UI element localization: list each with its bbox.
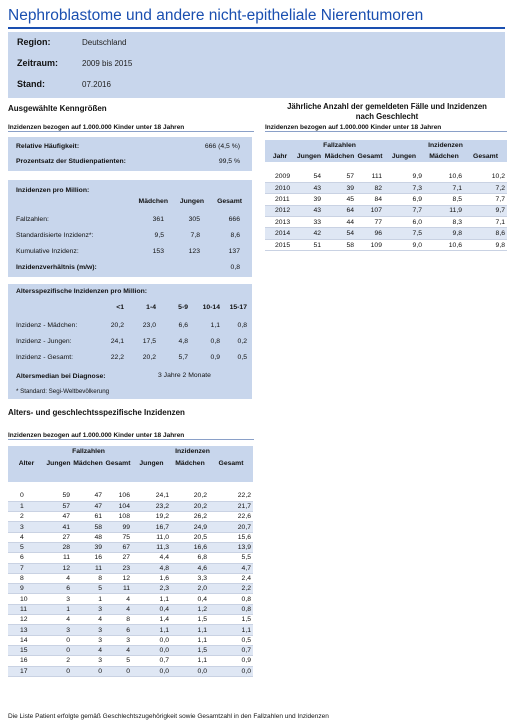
age-cell: 47 [72,491,104,501]
age-row-jungen-v3: 0,8 [210,338,220,345]
kum-inzidenz-label: Kumulative Inzidenz: [16,248,79,255]
relative-frequency-box [8,137,252,171]
yearly-col-jungen: Jungen [295,150,323,162]
ratio-label: Inzidenzverhältnis (m/w): [16,264,97,271]
std-inzidenz-maedchen: 9,5 [154,232,164,239]
age-cell: 11 [45,553,72,563]
yearly-cell: 9,0 [384,239,424,250]
age-cell: 106 [104,491,132,501]
yearly-cell: 54 [323,228,356,239]
age-cell: 4 [72,645,104,655]
yearly-cell: 7,7 [464,194,507,205]
age-cell: 15 [8,645,45,655]
age-row [8,604,253,614]
age-row-jungen-v0: 24,1 [110,338,124,345]
age-cell: 108 [104,512,132,522]
age-cell: 4 [104,604,132,614]
yearly-cell: 8,6 [464,228,507,239]
age-cell: 4 [104,594,132,604]
age-cell: 17 [8,666,45,676]
age-header-lt1: <1 [116,304,124,311]
yearly-head-blank [265,140,295,150]
yearly-row [265,205,507,216]
age-cell: 3 [72,635,104,645]
age-cell: 2,2 [209,584,253,594]
yearly-col-inz-maedchen: Mädchen [424,150,464,162]
age-cell: 6 [8,553,45,563]
age-cell: 67 [104,542,132,552]
std-inzidenz-jungen: 7,8 [190,232,200,239]
header-gesamt: Gesamt [217,198,242,205]
yearly-row [265,217,507,228]
yearly-cell: 6,0 [384,217,424,228]
age-row-jungen-v2: 4,8 [178,338,188,345]
age-row-maedchen-v2: 6,6 [178,322,188,329]
footnote: * Standard: Segi-Weltbevölkerung [16,388,110,395]
yearly-cell: 43 [295,205,323,216]
age-cell: 12 [104,573,132,583]
age-cell: 0 [45,645,72,655]
age-row [8,666,253,676]
age-table-subtitle: Inzidenzen bezogen auf 1.000.000 Kinder unter 18 Jahren [8,432,254,440]
age-cell: 1,1 [132,594,171,604]
yearly-subtitle: Inzidenzen bezogen auf 1.000.000 Kinder unter 18 Jahren [265,124,507,132]
yearly-cell: 7,2 [464,182,507,193]
age-cell: 10 [8,594,45,604]
yearly-col-gesamt: Gesamt [356,150,384,162]
yearly-cell: 6,9 [384,194,424,205]
per-million-box [8,180,252,277]
footer-note: Die Liste Patient erfolgte gemäß Geschlechtszugehörigkeit sowie Gesamtzahl in den Fallzahlen und Inzidenzen [8,713,329,720]
yearly-cell: 2013 [265,217,295,228]
median-label: Altersmedian bei Diagnose: [16,373,106,380]
yearly-title-line2: nach Geschlecht [355,112,419,121]
age-cell: 3 [104,635,132,645]
age-cell: 1,5 [209,615,253,625]
age-row [8,532,253,542]
yearly-row [265,194,507,205]
age-row-maedchen-v4: 0,8 [237,322,247,329]
kum-inzidenz-gesamt: 137 [228,248,240,255]
age-cell: 8 [104,615,132,625]
age-cell: 20,7 [209,522,253,532]
age-cell: 4 [104,645,132,655]
age-row [8,553,253,563]
age-cell: 13 [8,625,45,635]
age-cell: 2,0 [171,584,209,594]
age-cell: 1 [45,604,72,614]
yearly-cell: 10,2 [464,171,507,182]
age-head-blank [8,446,45,458]
age-header-1-4: 1-4 [146,304,156,311]
age-cell: 61 [72,512,104,522]
age-cell: 5,5 [209,553,253,563]
age-cell: 27 [104,553,132,563]
yearly-cell: 54 [295,171,323,182]
age-row-maedchen-v0: 20,2 [110,322,124,329]
yearly-cell: 7,1 [464,217,507,228]
yearly-row [265,239,507,250]
age-cell: 1,5 [171,645,209,655]
age-cell: 3 [72,604,104,614]
yearly-cell: 11,9 [424,205,464,216]
age-table [8,446,253,677]
age-cell: 3 [45,594,72,604]
age-row-gesamt-v4: 0,5 [237,354,247,361]
yearly-cell: 33 [295,217,323,228]
yearly-cell: 2011 [265,194,295,205]
age-cell: 11 [72,563,104,573]
age-cell: 104 [104,501,132,511]
age-cell: 20,5 [171,532,209,542]
yearly-col-inz-gesamt: Gesamt [464,150,507,162]
age-cell: 1,2 [171,604,209,614]
age-specific-title: Altersspezifische Inzidenzen pro Million: [16,288,148,295]
age-row-maedchen-v3: 1,1 [210,322,220,329]
yearly-cell: 8,3 [424,217,464,228]
age-cell: 20,2 [171,491,209,501]
age-cell: 0,0 [171,666,209,676]
age-cell: 28 [45,542,72,552]
age-cell: 16,6 [171,542,209,552]
age-header-5-9: 5-9 [178,304,188,311]
age-row [8,542,253,552]
region-label: Region: [17,37,51,47]
yearly-cell: 10,6 [424,239,464,250]
yearly-cell: 82 [356,182,384,193]
age-cell: 0,0 [132,645,171,655]
age-col-gesamt: Gesamt [104,458,132,470]
age-cell: 4,4 [132,553,171,563]
age-specific-box [8,284,252,399]
age-row-gesamt-v3: 0,9 [210,354,220,361]
age-cell: 99 [104,522,132,532]
age-cell: 0,8 [209,594,253,604]
age-cell: 2,3 [132,584,171,594]
age-cell: 75 [104,532,132,542]
yearly-col-inz-jungen: Jungen [384,150,424,162]
yearly-cell: 96 [356,228,384,239]
age-cell: 15,6 [209,532,253,542]
meta-box [8,32,505,98]
age-cell: 0,5 [209,635,253,645]
age-header-15-17: 15-17 [229,304,247,311]
age-col-inz-jungen: Jungen [132,458,171,470]
age-cell: 2,4 [209,573,253,583]
age-cell: 16 [72,553,104,563]
age-cell: 11 [104,584,132,594]
age-row-maedchen-label: Inzidenz - Mädchen: [16,322,78,329]
std-inzidenz-label: Standardisierte Inzidenz*: [16,232,94,239]
age-row-maedchen-v1: 23,0 [142,322,156,329]
age-cell: 13,9 [209,542,253,552]
age-cell: 4 [8,532,45,542]
yearly-cell: 2012 [265,205,295,216]
age-cell: 1 [72,594,104,604]
region-value: Deutschland [82,38,127,47]
fallzahlen-jungen: 305 [188,216,200,223]
yearly-cell: 9,8 [424,228,464,239]
age-row [8,573,253,583]
age-cell: 1,4 [132,615,171,625]
age-cell: 4,6 [171,563,209,573]
age-row [8,645,253,655]
age-table-title: Alters- und geschlechtsspezifische Inzidenzen [8,408,185,417]
age-cell: 16,7 [132,522,171,532]
age-cell: 22,2 [209,491,253,501]
yearly-cell: 2014 [265,228,295,239]
yearly-cell: 111 [356,171,384,182]
zeitraum-label: Zeitraum: [17,58,59,68]
page-title: Nephroblastome und andere nicht-epitheliale Nierentumoren [8,7,505,29]
age-row [8,501,253,511]
age-row-gesamt-label: Inzidenz - Gesamt: [16,354,74,361]
age-cell: 0 [72,666,104,676]
age-cell: 0 [104,666,132,676]
age-cell: 3,3 [171,573,209,583]
age-cell: 7 [8,563,45,573]
age-row-jungen-v4: 0,2 [237,338,247,345]
age-cell: 39 [72,542,104,552]
yearly-col-maedchen: Mädchen [323,150,356,162]
age-cell: 3 [45,625,72,635]
yearly-cell: 45 [323,194,356,205]
yearly-cell: 109 [356,239,384,250]
yearly-cell: 39 [323,182,356,193]
age-cell: 1 [8,501,45,511]
age-cell: 3 [8,522,45,532]
yearly-cell: 7,1 [424,182,464,193]
yearly-cell: 2009 [265,171,295,182]
age-group-fallzahlen: Fallzahlen [45,446,132,458]
yearly-cell: 2015 [265,239,295,250]
kum-inzidenz-maedchen: 153 [152,248,164,255]
yearly-cell: 7,5 [384,228,424,239]
relative-frequency-label: Relative Häufigkeit: [16,143,80,150]
age-row-gesamt-v2: 5,7 [178,354,188,361]
age-cell: 12 [45,563,72,573]
header-jungen: Jungen [179,198,204,205]
yearly-cell: 58 [323,239,356,250]
age-group-inzidenzen: Inzidenzen [132,446,253,458]
study-percentage-value: 99,5 % [218,158,240,165]
age-cell: 5 [8,542,45,552]
zeitraum-value: 2009 bis 2015 [82,59,133,68]
age-cell: 16 [8,656,45,666]
kenngroessen-title: Ausgewählte Kenngrößen [8,104,107,113]
age-row [8,512,253,522]
age-cell: 11,0 [132,532,171,542]
age-cell: 11,3 [132,542,171,552]
age-cell: 0,7 [209,645,253,655]
age-row-gesamt-v1: 20,2 [142,354,156,361]
yearly-cell: 9,8 [464,239,507,250]
age-cell: 23 [104,563,132,573]
age-cell: 2 [45,656,72,666]
age-cell: 0,0 [209,666,253,676]
age-col-inz-gesamt: Gesamt [209,458,253,470]
yearly-cell: 84 [356,194,384,205]
age-cell: 1,1 [132,625,171,635]
age-cell: 4 [72,615,104,625]
yearly-cell: 2010 [265,182,295,193]
age-cell: 14 [8,635,45,645]
age-cell: 0 [8,491,45,501]
yearly-row [265,228,507,239]
yearly-group-fallzahlen: Fallzahlen [295,140,384,150]
yearly-row [265,171,507,182]
age-cell: 22,6 [209,512,253,522]
age-row [8,563,253,573]
yearly-cell: 8,5 [424,194,464,205]
age-cell: 4,8 [132,563,171,573]
age-cell: 20,2 [171,501,209,511]
stand-label: Stand: [17,79,45,89]
age-cell: 1,5 [171,615,209,625]
age-cell: 4 [45,615,72,625]
yearly-cell: 43 [295,182,323,193]
age-cell: 41 [45,522,72,532]
age-cell: 8 [8,573,45,583]
header-maedchen: Mädchen [138,198,168,205]
yearly-title-line1: Jährliche Anzahl der gemeldeten Fälle und Inzidenzen [287,102,487,111]
age-row-gesamt-v0: 22,2 [110,354,124,361]
age-cell: 1,6 [132,573,171,583]
age-cell: 0,0 [132,635,171,645]
age-row [8,635,253,645]
yearly-cell: 107 [356,205,384,216]
age-cell: 24,9 [171,522,209,532]
age-row [8,615,253,625]
age-cell: 3 [72,656,104,666]
age-cell: 6 [104,625,132,635]
age-cell: 0,7 [132,656,171,666]
age-cell: 4 [45,573,72,583]
relative-frequency-value: 666 (4,5 %) [204,143,240,150]
fallzahlen-gesamt: 666 [228,216,240,223]
age-row [8,625,253,635]
age-cell: 6,8 [171,553,209,563]
age-cell: 47 [72,501,104,511]
age-cell: 59 [45,491,72,501]
age-row [8,522,253,532]
age-cell: 1,1 [209,625,253,635]
age-cell: 9 [8,584,45,594]
age-col-jungen: Jungen [45,458,72,470]
kum-inzidenz-jungen: 123 [188,248,200,255]
yearly-cell: 7,7 [384,205,424,216]
age-cell: 1,1 [171,656,209,666]
age-cell: 5 [104,656,132,666]
age-cell: 1,1 [171,625,209,635]
age-cell: 11 [8,604,45,614]
age-cell: 0,9 [209,656,253,666]
yearly-cell: 57 [323,171,356,182]
yearly-cell: 7,3 [384,182,424,193]
age-cell: 5 [72,584,104,594]
yearly-table [265,140,507,251]
std-inzidenz-gesamt: 8,6 [230,232,240,239]
age-header-10-14: 10-14 [202,304,220,311]
yearly-cell: 39 [295,194,323,205]
age-cell: 8 [72,573,104,583]
age-cell: 21,7 [209,501,253,511]
age-cell: 6 [45,584,72,594]
age-cell: 0,8 [209,604,253,614]
ratio-value: 0,8 [230,264,240,271]
yearly-cell: 9,9 [384,171,424,182]
yearly-col-jahr: Jahr [265,150,295,162]
median-value: 3 Jahre 2 Monate [158,372,211,379]
age-cell: 57 [45,501,72,511]
age-col-inz-maedchen: Mädchen [171,458,209,470]
yearly-cell: 77 [356,217,384,228]
yearly-cell: 9,7 [464,205,507,216]
age-cell: 0 [45,635,72,645]
age-cell: 26,2 [171,512,209,522]
age-cell: 23,2 [132,501,171,511]
age-cell: 47 [45,512,72,522]
age-cell: 3 [72,625,104,635]
age-row [8,594,253,604]
age-cell: 48 [72,532,104,542]
yearly-cell: 64 [323,205,356,216]
age-cell: 58 [72,522,104,532]
age-row [8,491,253,501]
yearly-cell: 10,6 [424,171,464,182]
per-million-title: Inzidenzen pro Million: [16,187,90,194]
age-row [8,656,253,666]
yearly-row [265,182,507,193]
age-cell: 4,7 [209,563,253,573]
age-row-jungen-label: Inzidenz - Jungen: [16,338,72,345]
yearly-cell: 44 [323,217,356,228]
study-percentage-label: Prozentsatz der Studienpatienten: [16,158,126,165]
age-row-jungen-v1: 17,5 [142,338,156,345]
age-cell: 19,2 [132,512,171,522]
fallzahlen-maedchen: 361 [152,216,164,223]
age-col-alter: Alter [8,458,45,470]
age-cell: 12 [8,615,45,625]
age-cell: 1,1 [171,635,209,645]
fallzahlen-label: Fallzahlen: [16,216,49,223]
kenngroessen-subtitle: Inzidenzen bezogen auf 1.000.000 Kinder unter 18 Jahren [8,124,254,132]
age-cell: 27 [45,532,72,542]
age-cell: 0,4 [171,594,209,604]
age-cell: 0,0 [132,666,171,676]
age-cell: 0 [45,666,72,676]
stand-value: 07.2016 [82,80,111,89]
age-col-maedchen: Mädchen [72,458,104,470]
age-cell: 24,1 [132,491,171,501]
yearly-group-inzidenzen: Inzidenzen [384,140,507,150]
yearly-cell: 51 [295,239,323,250]
age-cell: 2 [8,512,45,522]
age-cell: 0,4 [132,604,171,614]
yearly-cell: 42 [295,228,323,239]
age-row [8,584,253,594]
